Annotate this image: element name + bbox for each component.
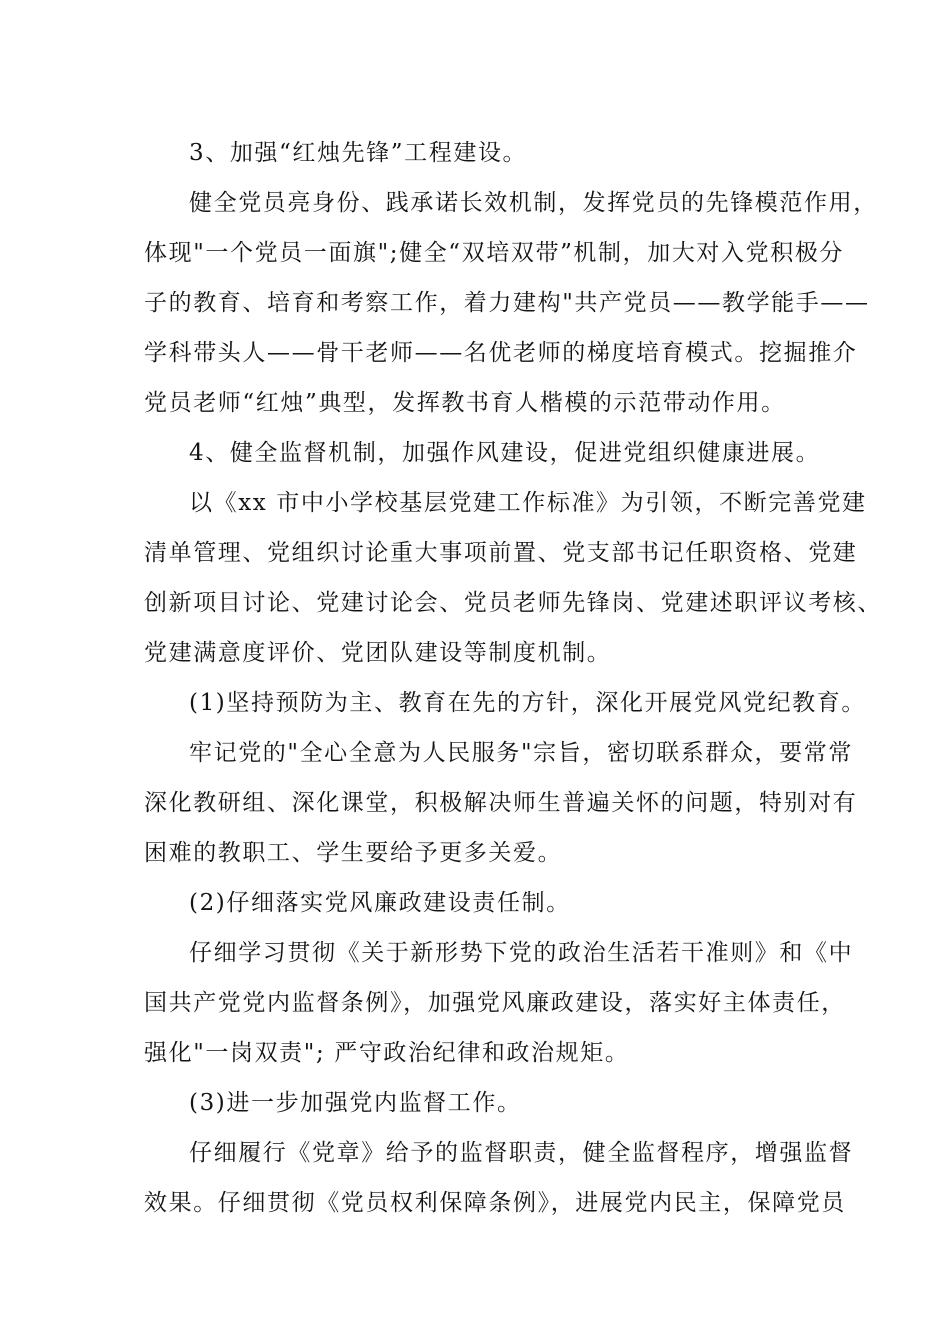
subheading-1-line: (1)坚持预防为主、教育在先的方针，深化开展党风党纪教育。 — [189, 690, 866, 716]
paragraph-line: 党员老师“红烛”典型，发挥教书育人楷模的示范带动作用。 — [144, 390, 786, 416]
paragraph-line: 困难的教职工、学生要给予更多关爱。 — [144, 840, 563, 866]
paragraph-line: 健全党员亮身份、践承诺长效机制，发挥党员的先锋模范作用， — [189, 190, 878, 216]
heading-4-line: 4、健全监督机制，加强作风建设，促进党组织健康进展。 — [189, 440, 821, 466]
paragraph-line: 创新项目讨论、党建讨论会、党员老师先锋岗、党建述职评议考核、 — [144, 590, 882, 616]
paragraph-line: 效果。仔细贯彻《党员权利保障条例》，进展党内民主，保障党员 — [144, 1190, 846, 1216]
paragraph-line: 体现"一个党员一面旗";健全“双培双带”机制，加大对入党积极分 — [144, 240, 845, 266]
paragraph-line: 学科带头人——骨干老师——名优老师的梯度培育模式。挖掘推介 — [144, 340, 858, 366]
paragraph-line: 子的教育、培育和考察工作，着力建构"共产党员——教学能手—— — [144, 290, 870, 316]
paragraph-line: 以《xx 市中小学校基层党建工作标准》为引领，不断完善党建 — [189, 490, 867, 516]
paragraph-line: 清单管理、党组织讨论重大事项前置、党支部书记任职资格、党建 — [144, 540, 858, 566]
paragraph-line: 仔细学习贯彻《关于新形势下党的政治生活若干准则》和《中 — [189, 940, 854, 966]
paragraph-line: 仔细履行《党章》给予的监督职责，健全监督程序，增强监督 — [189, 1140, 854, 1166]
subheading-3-line: (3)进一步加强党内监督工作。 — [189, 1090, 522, 1116]
paragraph-line: 强化"一岗双责"; 严守政治纪律和政治规矩。 — [144, 1040, 630, 1066]
paragraph-line: 牢记党的"全心全意为人民服务"宗旨，密切联系群众，要常常 — [189, 740, 853, 766]
subheading-2-line: (2)仔细落实党风廉政建设责任制。 — [189, 890, 571, 916]
paragraph-line: 深化教研组、深化课堂，积极解决师生普遍关怀的问题，特别对有 — [144, 790, 858, 816]
heading-3-line: 3、加强“红烛先锋”工程建设。 — [189, 140, 528, 166]
paragraph-line: 国共产党党内监督条例》，加强党风廉政建设，落实好主体责任， — [144, 990, 846, 1016]
paragraph-line: 党建满意度评价、党团队建设等制度机制。 — [144, 640, 612, 666]
